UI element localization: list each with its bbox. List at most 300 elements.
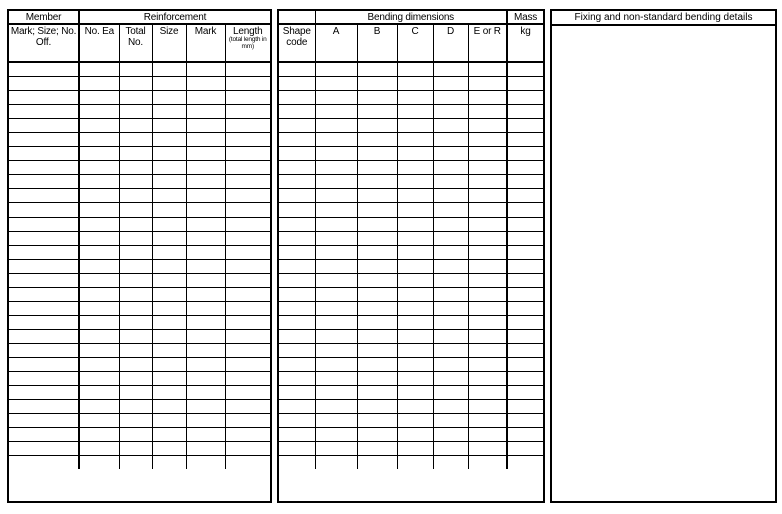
bending-cell[interactable]	[279, 203, 315, 217]
bending-cell[interactable]	[279, 442, 315, 456]
reinforcement-cell[interactable]	[152, 161, 186, 175]
bending-cell[interactable]	[279, 161, 315, 175]
reinforcement-cell[interactable]	[186, 414, 225, 428]
bending-cell[interactable]	[397, 91, 433, 105]
reinforcement-cell[interactable]	[186, 231, 225, 245]
bending-cell[interactable]	[315, 175, 357, 189]
bending-cell[interactable]	[507, 161, 543, 175]
reinforcement-cell[interactable]	[186, 105, 225, 119]
reinforcement-cell[interactable]	[152, 456, 186, 470]
bending-cell[interactable]	[279, 147, 315, 161]
bending-cell[interactable]	[468, 343, 507, 357]
reinforcement-cell[interactable]	[119, 442, 152, 456]
reinforcement-cell[interactable]	[79, 456, 119, 470]
reinforcement-cell[interactable]	[225, 259, 270, 273]
bending-cell[interactable]	[397, 301, 433, 315]
bending-cell[interactable]	[468, 77, 507, 91]
bending-cell[interactable]	[468, 414, 507, 428]
reinforcement-cell[interactable]	[186, 343, 225, 357]
reinforcement-cell[interactable]	[186, 287, 225, 301]
reinforcement-cell[interactable]	[79, 287, 119, 301]
reinforcement-cell[interactable]	[225, 203, 270, 217]
reinforcement-cell[interactable]	[9, 245, 79, 259]
bending-cell[interactable]	[433, 119, 468, 133]
bending-cell[interactable]	[357, 386, 397, 400]
reinforcement-cell[interactable]	[186, 91, 225, 105]
reinforcement-cell[interactable]	[225, 386, 270, 400]
bending-cell[interactable]	[315, 62, 357, 77]
bending-cell[interactable]	[433, 287, 468, 301]
bending-cell[interactable]	[315, 456, 357, 470]
reinforcement-cell[interactable]	[225, 62, 270, 77]
bending-cell[interactable]	[397, 161, 433, 175]
bending-cell[interactable]	[397, 133, 433, 147]
reinforcement-cell[interactable]	[9, 414, 79, 428]
bending-cell[interactable]	[397, 414, 433, 428]
bending-cell[interactable]	[468, 287, 507, 301]
reinforcement-cell[interactable]	[119, 329, 152, 343]
bending-cell[interactable]	[315, 77, 357, 91]
reinforcement-cell[interactable]	[225, 217, 270, 231]
reinforcement-cell[interactable]	[79, 442, 119, 456]
reinforcement-cell[interactable]	[225, 400, 270, 414]
bending-cell[interactable]	[357, 442, 397, 456]
bending-cell[interactable]	[315, 372, 357, 386]
reinforcement-cell[interactable]	[119, 400, 152, 414]
reinforcement-cell[interactable]	[225, 287, 270, 301]
bending-cell[interactable]	[468, 161, 507, 175]
reinforcement-cell[interactable]	[9, 119, 79, 133]
reinforcement-cell[interactable]	[225, 357, 270, 371]
bending-cell[interactable]	[279, 245, 315, 259]
bending-cell[interactable]	[357, 91, 397, 105]
reinforcement-cell[interactable]	[152, 203, 186, 217]
reinforcement-cell[interactable]	[186, 386, 225, 400]
bending-cell[interactable]	[357, 357, 397, 371]
bending-cell[interactable]	[357, 245, 397, 259]
bending-cell[interactable]	[279, 175, 315, 189]
reinforcement-cell[interactable]	[225, 175, 270, 189]
reinforcement-cell[interactable]	[186, 273, 225, 287]
bending-cell[interactable]	[397, 357, 433, 371]
bending-cell[interactable]	[468, 189, 507, 203]
bending-cell[interactable]	[397, 372, 433, 386]
bending-cell[interactable]	[468, 273, 507, 287]
bending-cell[interactable]	[397, 442, 433, 456]
reinforcement-cell[interactable]	[152, 231, 186, 245]
bending-cell[interactable]	[315, 133, 357, 147]
bending-cell[interactable]	[315, 357, 357, 371]
bending-cell[interactable]	[357, 161, 397, 175]
bending-cell[interactable]	[507, 400, 543, 414]
bending-cell[interactable]	[433, 357, 468, 371]
bending-cell[interactable]	[357, 217, 397, 231]
bending-cell[interactable]	[397, 62, 433, 77]
bending-cell[interactable]	[468, 301, 507, 315]
bending-cell[interactable]	[279, 231, 315, 245]
reinforcement-cell[interactable]	[186, 245, 225, 259]
reinforcement-cell[interactable]	[186, 77, 225, 91]
bending-cell[interactable]	[315, 119, 357, 133]
bending-cell[interactable]	[433, 203, 468, 217]
bending-cell[interactable]	[433, 428, 468, 442]
reinforcement-cell[interactable]	[9, 217, 79, 231]
reinforcement-cell[interactable]	[9, 400, 79, 414]
reinforcement-cell[interactable]	[79, 400, 119, 414]
reinforcement-cell[interactable]	[9, 133, 79, 147]
reinforcement-cell[interactable]	[119, 343, 152, 357]
reinforcement-cell[interactable]	[79, 105, 119, 119]
bending-cell[interactable]	[397, 315, 433, 329]
reinforcement-cell[interactable]	[79, 301, 119, 315]
reinforcement-cell[interactable]	[9, 62, 79, 77]
reinforcement-cell[interactable]	[119, 161, 152, 175]
reinforcement-cell[interactable]	[186, 133, 225, 147]
reinforcement-cell[interactable]	[9, 301, 79, 315]
bending-cell[interactable]	[279, 301, 315, 315]
bending-cell[interactable]	[315, 414, 357, 428]
bending-cell[interactable]	[279, 105, 315, 119]
bending-cell[interactable]	[433, 77, 468, 91]
reinforcement-cell[interactable]	[225, 105, 270, 119]
reinforcement-cell[interactable]	[186, 203, 225, 217]
bending-cell[interactable]	[397, 400, 433, 414]
bending-cell[interactable]	[357, 77, 397, 91]
bending-cell[interactable]	[397, 273, 433, 287]
bending-cell[interactable]	[315, 217, 357, 231]
reinforcement-cell[interactable]	[152, 442, 186, 456]
reinforcement-cell[interactable]	[79, 343, 119, 357]
reinforcement-cell[interactable]	[152, 372, 186, 386]
bending-cell[interactable]	[433, 231, 468, 245]
bending-cell[interactable]	[315, 315, 357, 329]
reinforcement-cell[interactable]	[119, 231, 152, 245]
reinforcement-cell[interactable]	[152, 175, 186, 189]
bending-cell[interactable]	[468, 372, 507, 386]
bending-cell[interactable]	[315, 231, 357, 245]
reinforcement-cell[interactable]	[152, 400, 186, 414]
bending-cell[interactable]	[357, 147, 397, 161]
reinforcement-cell[interactable]	[225, 273, 270, 287]
reinforcement-cell[interactable]	[9, 329, 79, 343]
bending-cell[interactable]	[507, 442, 543, 456]
bending-cell[interactable]	[279, 133, 315, 147]
bending-cell[interactable]	[315, 189, 357, 203]
reinforcement-cell[interactable]	[9, 203, 79, 217]
bending-cell[interactable]	[433, 105, 468, 119]
bending-cell[interactable]	[397, 231, 433, 245]
bending-cell[interactable]	[315, 329, 357, 343]
reinforcement-cell[interactable]	[152, 357, 186, 371]
bending-cell[interactable]	[433, 329, 468, 343]
bending-cell[interactable]	[433, 245, 468, 259]
reinforcement-cell[interactable]	[79, 119, 119, 133]
reinforcement-cell[interactable]	[119, 357, 152, 371]
bending-cell[interactable]	[433, 259, 468, 273]
bending-cell[interactable]	[397, 105, 433, 119]
bending-cell[interactable]	[433, 133, 468, 147]
bending-cell[interactable]	[279, 287, 315, 301]
reinforcement-cell[interactable]	[119, 175, 152, 189]
bending-cell[interactable]	[397, 119, 433, 133]
bending-cell[interactable]	[279, 119, 315, 133]
reinforcement-cell[interactable]	[152, 217, 186, 231]
reinforcement-cell[interactable]	[152, 386, 186, 400]
reinforcement-cell[interactable]	[152, 189, 186, 203]
bending-cell[interactable]	[357, 105, 397, 119]
bending-cell[interactable]	[507, 259, 543, 273]
bending-cell[interactable]	[315, 301, 357, 315]
reinforcement-cell[interactable]	[9, 147, 79, 161]
reinforcement-cell[interactable]	[79, 91, 119, 105]
bending-cell[interactable]	[315, 91, 357, 105]
bending-cell[interactable]	[468, 456, 507, 470]
bending-cell[interactable]	[279, 259, 315, 273]
bending-cell[interactable]	[357, 414, 397, 428]
reinforcement-cell[interactable]	[152, 428, 186, 442]
reinforcement-cell[interactable]	[119, 203, 152, 217]
bending-cell[interactable]	[433, 414, 468, 428]
reinforcement-cell[interactable]	[152, 301, 186, 315]
reinforcement-cell[interactable]	[79, 315, 119, 329]
bending-cell[interactable]	[507, 357, 543, 371]
bending-cell[interactable]	[433, 147, 468, 161]
reinforcement-cell[interactable]	[225, 189, 270, 203]
bending-cell[interactable]	[507, 133, 543, 147]
bending-cell[interactable]	[507, 273, 543, 287]
reinforcement-cell[interactable]	[9, 343, 79, 357]
reinforcement-cell[interactable]	[9, 161, 79, 175]
bending-cell[interactable]	[507, 301, 543, 315]
bending-cell[interactable]	[507, 386, 543, 400]
reinforcement-cell[interactable]	[152, 62, 186, 77]
fixing-details-area[interactable]	[552, 26, 775, 501]
reinforcement-cell[interactable]	[152, 133, 186, 147]
reinforcement-cell[interactable]	[225, 442, 270, 456]
bending-cell[interactable]	[397, 217, 433, 231]
reinforcement-cell[interactable]	[9, 442, 79, 456]
reinforcement-cell[interactable]	[225, 133, 270, 147]
bending-cell[interactable]	[468, 259, 507, 273]
reinforcement-cell[interactable]	[225, 414, 270, 428]
bending-cell[interactable]	[315, 203, 357, 217]
bending-cell[interactable]	[507, 315, 543, 329]
bending-cell[interactable]	[507, 91, 543, 105]
reinforcement-cell[interactable]	[119, 105, 152, 119]
reinforcement-cell[interactable]	[186, 428, 225, 442]
reinforcement-cell[interactable]	[152, 414, 186, 428]
reinforcement-cell[interactable]	[186, 442, 225, 456]
reinforcement-cell[interactable]	[9, 357, 79, 371]
reinforcement-cell[interactable]	[225, 245, 270, 259]
reinforcement-cell[interactable]	[186, 315, 225, 329]
reinforcement-cell[interactable]	[152, 315, 186, 329]
bending-cell[interactable]	[279, 386, 315, 400]
reinforcement-cell[interactable]	[79, 161, 119, 175]
bending-cell[interactable]	[507, 414, 543, 428]
reinforcement-cell[interactable]	[79, 386, 119, 400]
bending-cell[interactable]	[397, 189, 433, 203]
bending-cell[interactable]	[397, 203, 433, 217]
bending-cell[interactable]	[433, 273, 468, 287]
reinforcement-cell[interactable]	[9, 91, 79, 105]
bending-cell[interactable]	[397, 175, 433, 189]
reinforcement-cell[interactable]	[186, 119, 225, 133]
bending-cell[interactable]	[397, 428, 433, 442]
bending-cell[interactable]	[315, 287, 357, 301]
bending-cell[interactable]	[357, 287, 397, 301]
bending-cell[interactable]	[315, 442, 357, 456]
bending-cell[interactable]	[468, 245, 507, 259]
bending-cell[interactable]	[279, 343, 315, 357]
reinforcement-cell[interactable]	[225, 231, 270, 245]
bending-cell[interactable]	[279, 315, 315, 329]
reinforcement-cell[interactable]	[119, 287, 152, 301]
reinforcement-cell[interactable]	[186, 161, 225, 175]
reinforcement-cell[interactable]	[119, 119, 152, 133]
bending-cell[interactable]	[468, 231, 507, 245]
bending-cell[interactable]	[279, 62, 315, 77]
bending-cell[interactable]	[507, 287, 543, 301]
reinforcement-cell[interactable]	[225, 343, 270, 357]
bending-cell[interactable]	[468, 119, 507, 133]
bending-cell[interactable]	[507, 231, 543, 245]
bending-cell[interactable]	[279, 428, 315, 442]
reinforcement-cell[interactable]	[225, 119, 270, 133]
bending-cell[interactable]	[315, 245, 357, 259]
bending-cell[interactable]	[357, 400, 397, 414]
reinforcement-cell[interactable]	[225, 428, 270, 442]
bending-cell[interactable]	[468, 357, 507, 371]
reinforcement-cell[interactable]	[225, 372, 270, 386]
reinforcement-cell[interactable]	[79, 329, 119, 343]
reinforcement-cell[interactable]	[79, 203, 119, 217]
reinforcement-cell[interactable]	[79, 62, 119, 77]
reinforcement-cell[interactable]	[119, 456, 152, 470]
bending-cell[interactable]	[468, 147, 507, 161]
reinforcement-cell[interactable]	[186, 189, 225, 203]
reinforcement-cell[interactable]	[119, 386, 152, 400]
bending-cell[interactable]	[397, 386, 433, 400]
reinforcement-cell[interactable]	[9, 105, 79, 119]
bending-cell[interactable]	[507, 62, 543, 77]
bending-cell[interactable]	[468, 400, 507, 414]
bending-cell[interactable]	[433, 343, 468, 357]
reinforcement-cell[interactable]	[152, 77, 186, 91]
bending-cell[interactable]	[468, 203, 507, 217]
reinforcement-cell[interactable]	[79, 175, 119, 189]
bending-cell[interactable]	[397, 147, 433, 161]
bending-cell[interactable]	[357, 428, 397, 442]
reinforcement-cell[interactable]	[225, 301, 270, 315]
reinforcement-cell[interactable]	[225, 315, 270, 329]
reinforcement-cell[interactable]	[9, 273, 79, 287]
reinforcement-cell[interactable]	[79, 133, 119, 147]
bending-cell[interactable]	[433, 301, 468, 315]
bending-cell[interactable]	[507, 329, 543, 343]
bending-cell[interactable]	[397, 287, 433, 301]
bending-cell[interactable]	[433, 189, 468, 203]
reinforcement-cell[interactable]	[9, 428, 79, 442]
bending-cell[interactable]	[507, 217, 543, 231]
bending-cell[interactable]	[357, 189, 397, 203]
bending-cell[interactable]	[507, 105, 543, 119]
reinforcement-cell[interactable]	[119, 77, 152, 91]
reinforcement-cell[interactable]	[79, 189, 119, 203]
bending-cell[interactable]	[468, 175, 507, 189]
bending-cell[interactable]	[279, 273, 315, 287]
bending-cell[interactable]	[397, 343, 433, 357]
bending-cell[interactable]	[279, 329, 315, 343]
reinforcement-cell[interactable]	[9, 189, 79, 203]
bending-cell[interactable]	[507, 119, 543, 133]
reinforcement-cell[interactable]	[152, 287, 186, 301]
reinforcement-cell[interactable]	[152, 119, 186, 133]
reinforcement-cell[interactable]	[225, 329, 270, 343]
bending-cell[interactable]	[279, 217, 315, 231]
bending-cell[interactable]	[357, 133, 397, 147]
bending-cell[interactable]	[433, 400, 468, 414]
bending-cell[interactable]	[397, 329, 433, 343]
bending-cell[interactable]	[279, 91, 315, 105]
bending-cell[interactable]	[507, 147, 543, 161]
reinforcement-cell[interactable]	[152, 273, 186, 287]
bending-cell[interactable]	[357, 329, 397, 343]
reinforcement-cell[interactable]	[119, 259, 152, 273]
bending-cell[interactable]	[468, 91, 507, 105]
reinforcement-cell[interactable]	[186, 400, 225, 414]
reinforcement-cell[interactable]	[119, 273, 152, 287]
reinforcement-cell[interactable]	[119, 428, 152, 442]
reinforcement-cell[interactable]	[79, 414, 119, 428]
bending-cell[interactable]	[357, 62, 397, 77]
bending-cell[interactable]	[433, 175, 468, 189]
bending-cell[interactable]	[357, 301, 397, 315]
reinforcement-cell[interactable]	[186, 175, 225, 189]
bending-cell[interactable]	[397, 259, 433, 273]
bending-cell[interactable]	[357, 203, 397, 217]
bending-cell[interactable]	[468, 329, 507, 343]
reinforcement-cell[interactable]	[225, 161, 270, 175]
reinforcement-cell[interactable]	[79, 245, 119, 259]
bending-cell[interactable]	[397, 456, 433, 470]
reinforcement-cell[interactable]	[186, 329, 225, 343]
bending-cell[interactable]	[315, 259, 357, 273]
reinforcement-cell[interactable]	[9, 77, 79, 91]
bending-cell[interactable]	[315, 428, 357, 442]
reinforcement-cell[interactable]	[186, 217, 225, 231]
reinforcement-cell[interactable]	[119, 301, 152, 315]
bending-cell[interactable]	[507, 203, 543, 217]
bending-cell[interactable]	[357, 315, 397, 329]
bending-cell[interactable]	[433, 161, 468, 175]
reinforcement-cell[interactable]	[79, 428, 119, 442]
reinforcement-cell[interactable]	[119, 217, 152, 231]
bending-cell[interactable]	[468, 133, 507, 147]
reinforcement-cell[interactable]	[225, 77, 270, 91]
bending-cell[interactable]	[433, 62, 468, 77]
bending-cell[interactable]	[315, 161, 357, 175]
bending-cell[interactable]	[507, 245, 543, 259]
reinforcement-cell[interactable]	[186, 62, 225, 77]
bending-cell[interactable]	[507, 189, 543, 203]
reinforcement-cell[interactable]	[186, 301, 225, 315]
bending-cell[interactable]	[433, 217, 468, 231]
bending-cell[interactable]	[507, 428, 543, 442]
bending-cell[interactable]	[397, 77, 433, 91]
reinforcement-cell[interactable]	[225, 147, 270, 161]
bending-cell[interactable]	[357, 231, 397, 245]
